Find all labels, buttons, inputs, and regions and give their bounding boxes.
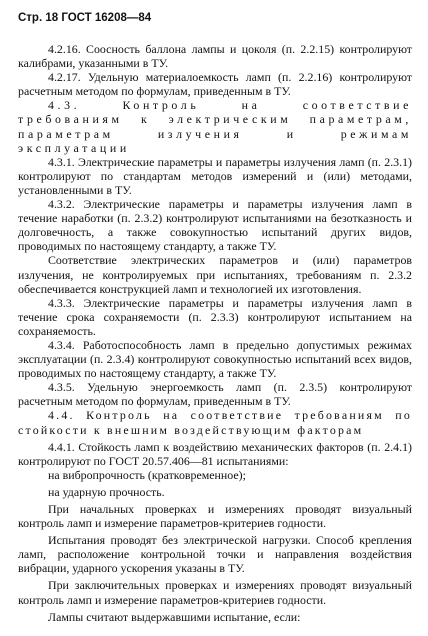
paragraph-4-2-16: 4.2.16. Соосность баллона лампы и цоколя (п. 2.2.15) контролируют калибрами, указанными в ТУ. bbox=[18, 42, 412, 71]
paragraph-4-3-2-compliance: Соответствие электрических параметров и (или) параметров излучения, не контролируемых при испытаниях, требованиям п. 2.3.2 обеспечивается конструкцией ламп и технологией их изготовления. bbox=[18, 253, 412, 296]
paragraph-4-3-1: 4.3.1. Электрические параметры и параметры излучения ламп (п. 2.3.1) контролируют по стандартам методов измерений и (или) методами, установленными в ТУ. bbox=[18, 154, 412, 197]
document-body bbox=[18, 42, 412, 624]
paragraph-final-checks: При заключительных проверках и измерениях проводят визуальный контроль ламп и измерение параметров-критериев годности. bbox=[18, 578, 412, 607]
paragraph-4-3-4: 4.3.4. Работоспособность ламп в предельно допустимых режимах эксплуатации (п. 2.3.4) контролируют совокупностью испытаний всех видов, проводимых по настоящему стандарту, а также ТУ. bbox=[18, 337, 412, 381]
paragraph-4-3-5: 4.3.5. Удельную энергоемкость ламп (п. 2.3.5) контролируют расчетным методом по формулам, приведенным в ТУ. bbox=[18, 380, 412, 409]
list-item-vibration: на вибропрочность (кратковременное); bbox=[48, 467, 246, 482]
paragraph-test-conditions: Испытания проводят без электрической нагрузки. Способ крепления ламп, расположение контрольной точки и направления воздействия вибрации, ударного ускорения указаны в ТУ. bbox=[18, 533, 412, 576]
page-header: Стр. 18 ГОСТ 16208—84 bbox=[18, 12, 152, 24]
section-heading-4-4: 4.4. Контроль на соответствие требованиям по стойкости к внешним воздействующим факторам bbox=[18, 408, 412, 437]
paragraph-4-4-1: 4.4.1. Стойкость ламп к воздействию механических факторов (п. 2.4.1) контролируют по ГОСТ 20.57.406—81 испытаниями: bbox=[18, 439, 412, 468]
paragraph-4-3-3: 4.3.3. Электрические параметры и параметры излучения ламп в течение срока сохраняемости (п. 2.3.3) контролируют испытанием на сохраняемость. bbox=[18, 295, 412, 338]
paragraph-4-2-17: 4.2.17. Удельную материалоемкость ламп (п. 2.2.16) контролируют расчетным методом по формулам, приведенным в ТУ. bbox=[18, 70, 412, 99]
paragraph-pass-criteria: Лампы считают выдержавшими испытание, если: bbox=[48, 609, 301, 624]
paragraph-initial-checks: При начальных проверках и измерениях проводят визуальный контроль ламп и измерение параметров-критериев годности. bbox=[18, 502, 412, 531]
section-heading-4-3: 4.3. Контроль на соответствие требованиям к электрическим параметрам, параметрам излучения и режимам эксплуатации bbox=[18, 98, 412, 155]
list-item-shock: на ударную прочность. bbox=[48, 484, 165, 499]
paragraph-4-3-2: 4.3.2. Электрические параметры и параметры излучения ламп в течение наработки (п. 2.3.2) контролируют испытаниями на безотказность и долговечность, а также совокупностью испытаний других видов, проводимых по настоящему стандарту, а также ТУ. bbox=[18, 197, 412, 254]
